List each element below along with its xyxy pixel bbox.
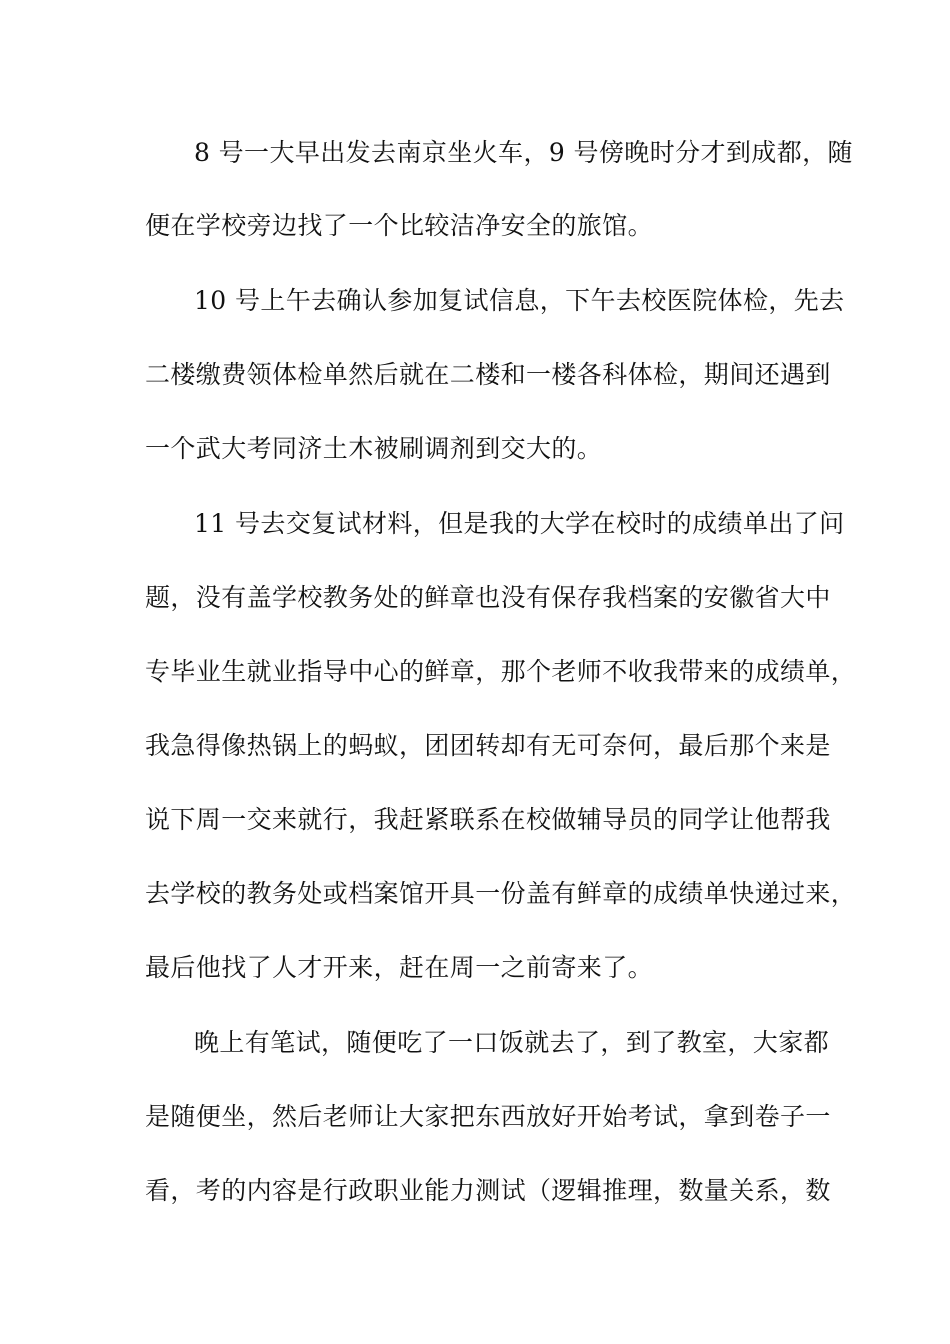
text-line: 去学校的教务处或档案馆开具一份盖有鲜章的成绩单快递过来，	[145, 879, 857, 908]
text-line: 便在学校旁边找了一个比较洁净安全的旅馆。	[145, 211, 654, 240]
text-line: 是随便坐，然后老师让大家把东西放好开始考试，拿到卷子一	[145, 1102, 831, 1131]
text-line: 10 号上午去确认参加复试信息，下午去校医院体检，先去	[194, 286, 845, 315]
text-line: 11 号去交复试材料，但是我的大学在校时的成绩单出了问	[194, 509, 845, 538]
text-line: 我急得像热锅上的蚂蚁，团团转却有无可奈何，最后那个来是	[145, 731, 831, 760]
text-line: 看，考的内容是行政职业能力测试（逻辑推理，数量关系，数	[145, 1176, 831, 1205]
text-line: 专毕业生就业指导中心的鲜章，那个老师不收我带来的成绩单，	[145, 657, 857, 686]
text-line: 一个武大考同济土木被刷调剂到交大的。	[145, 434, 603, 463]
text-line: 8 号一大早出发去南京坐火车，9 号傍晚时分才到成都，随	[194, 138, 853, 167]
text-line: 二楼缴费领体检单然后就在二楼和一楼各科体检，期间还遇到	[145, 360, 831, 389]
text-line: 最后他找了人才开来，赶在周一之前寄来了。	[145, 953, 654, 982]
text-line: 说下周一交来就行，我赶紧联系在校做辅导员的同学让他帮我	[145, 805, 831, 834]
text-line: 题，没有盖学校教务处的鲜章也没有保存我档案的安徽省大中	[145, 583, 831, 612]
text-line: 晚上有笔试，随便吃了一口饭就去了，到了教室，大家都	[194, 1028, 830, 1057]
